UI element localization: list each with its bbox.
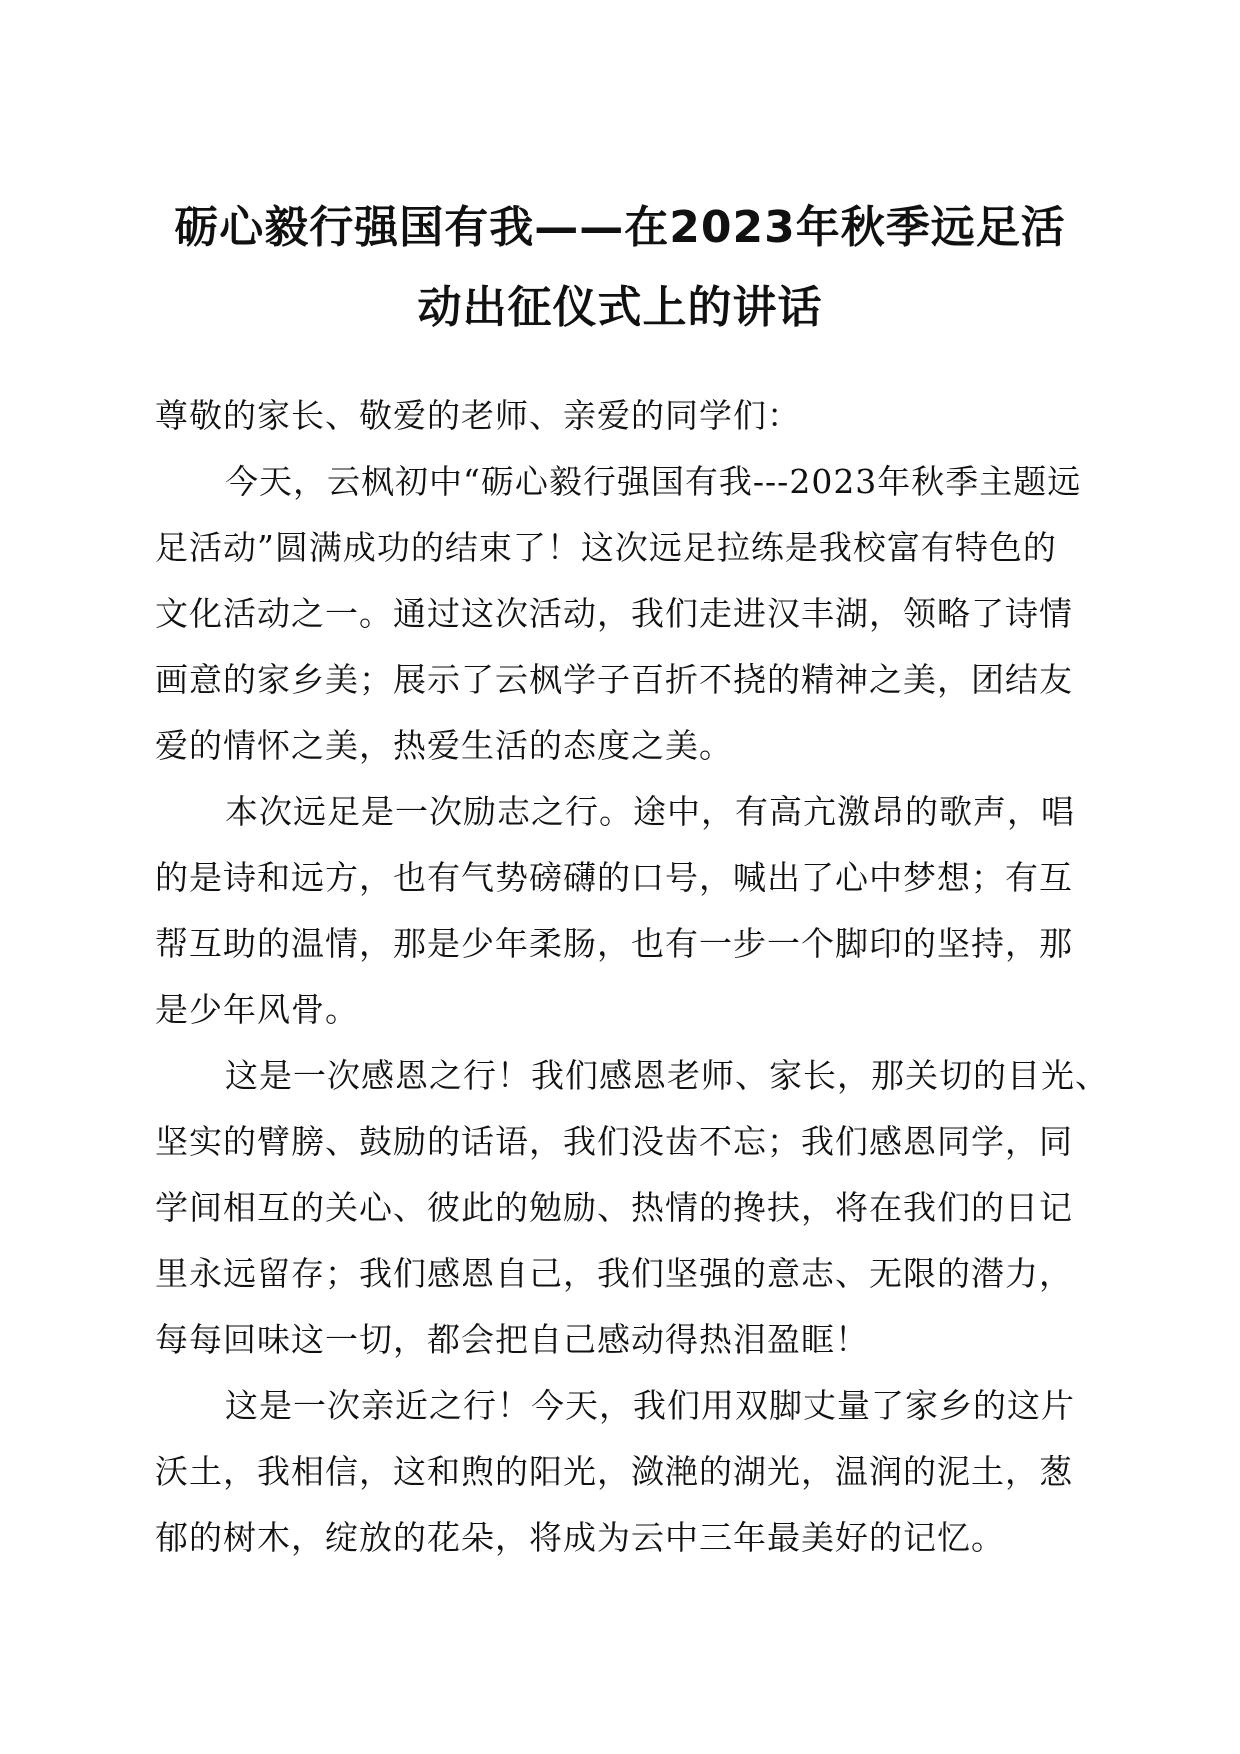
paragraph-1-line: 今天，云枫初中“砺心毅行强国有我---2023年秋季主题远 — [225, 462, 1082, 501]
paragraph-1-line: 爱的情怀之美，热爱生活的态度之美。 — [155, 726, 733, 765]
paragraph-2-line: 的是诗和远方，也有气势磅礴的口号，喊出了心中梦想；有互 — [155, 858, 1073, 897]
title-line-1: 砺心毅行强国有我——在2023年秋季远足活 — [174, 202, 1066, 253]
paragraph-4-line: 这是一次亲近之行！今天，我们用双脚丈量了家乡的这片 — [225, 1386, 1075, 1425]
paragraph-4-line: 沃土，我相信，这和煦的阳光，潋滟的湖光，温润的泥土，葱 — [155, 1452, 1073, 1491]
salutation: 尊敬的家长、敬爱的老师、亲爱的同学们： — [155, 396, 801, 435]
paragraph-2-line: 本次远足是一次励志之行。途中，有高亢激昂的歌声，唱 — [225, 792, 1075, 831]
document-title — [140, 188, 1100, 348]
paragraph-3-line: 每每回味这一切，都会把自己感动得热泪盈眶！ — [155, 1320, 869, 1359]
paragraph-3-line: 学间相互的关心、彼此的勉励、热情的搀扶，将在我们的日记 — [155, 1188, 1073, 1227]
paragraph-2-line: 是少年风骨。 — [155, 990, 359, 1029]
paragraph-1-line: 足活动”圆满成功的结束了！这次远足拉练是我校富有特色的 — [155, 528, 1057, 567]
paragraph-3-line: 里永远留存；我们感恩自己，我们坚强的意志、无限的潜力， — [155, 1254, 1073, 1293]
paragraph-2-line: 帮互助的温情，那是少年柔肠，也有一步一个脚印的坚持，那 — [155, 924, 1073, 963]
title-line-2: 动出征仪式上的讲话 — [417, 282, 823, 333]
paragraph-4-line: 郁的树木，绽放的花朵，将成为云中三年最美好的记忆。 — [155, 1518, 1005, 1557]
paragraph-1-line: 画意的家乡美；展示了云枫学子百折不挠的精神之美，团结友 — [155, 660, 1073, 699]
paragraph-3-line: 坚实的臂膀、鼓励的话语，我们没齿不忘；我们感恩同学，同 — [155, 1122, 1073, 1161]
paragraph-1-line: 文化活动之一。通过这次活动，我们走进汉丰湖，领略了诗情 — [155, 594, 1073, 633]
paragraph-3-line: 这是一次感恩之行！我们感恩老师、家长，那关切的目光、 — [225, 1056, 1109, 1095]
document-body — [155, 383, 1109, 1571]
